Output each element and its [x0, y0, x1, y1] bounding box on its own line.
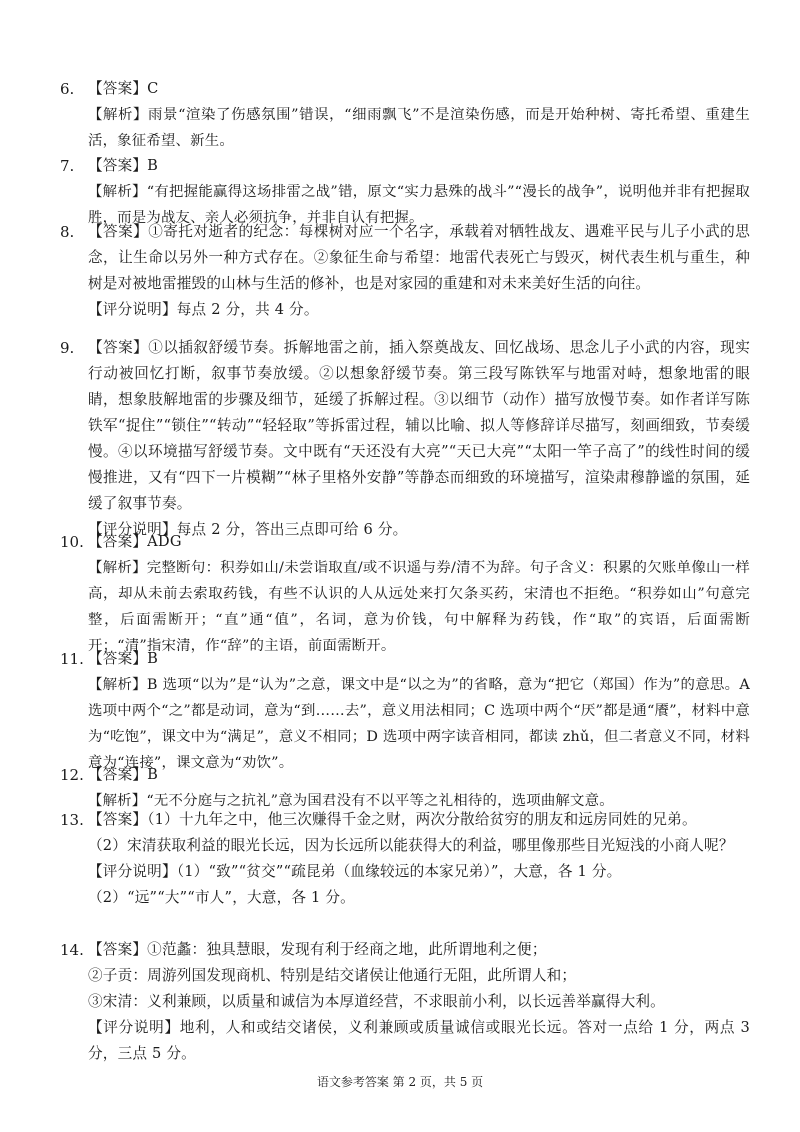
item-number: 14. — [60, 941, 84, 959]
answer-item-10 — [60, 529, 750, 659]
answer-line: 【答案】B — [88, 650, 159, 667]
answer-line: 【答案】B — [88, 766, 159, 783]
item-number: 8. — [60, 223, 75, 241]
answer-text: 【答案】①范蠡：独具慧眼，发现有利于经商之地，此所谓地利之便； — [88, 941, 547, 958]
scoring-note: 【评分说明】地利，人和或结交诸侯，义利兼顾或质量诚信或眼光长远。答对一点给 1 分，两点 3 分，三点 5 分。 — [88, 1019, 750, 1062]
scoring-note: 【评分说明】每点 2 分，共 4 分。 — [88, 301, 319, 318]
answer-text: ②子贡：周游列国发现商机、特别是结交诸侯让他通行无阻，此所谓人和； — [88, 967, 577, 984]
answer-item-8 — [60, 219, 750, 323]
answer-text: （2）宋清获取利益的眼光长远，因为长远所以能获得大的利益，哪里像那些目光短浅的小商人呢？ — [88, 837, 734, 854]
answer-item-6 — [60, 76, 750, 154]
answer-item-11 — [60, 646, 750, 776]
answer-line: 【答案】ADG — [88, 533, 182, 550]
explanation-text: 【解析】“有把握能赢得这场排雷之战”错，原文“实力悬殊的战斗”“漫长的战争”，说明他并非有把握取胜，而是为战友、亲人必须抗争，并非自认有把握。 — [88, 184, 750, 226]
item-number: 12. — [60, 766, 84, 784]
item-number: 13. — [60, 811, 84, 829]
answer-text: 【答案】①寄托对逝者的纪念：每棵树对应一个名字，承载着对牺牲战友、遇难平民与儿子小武的思念，让生命以另外一种方式存在。②象征生命与希望：地雷代表死亡与毁灭，树代表生机与重生，种树是对被地雷摧毁的山林与生活的修补，也是对家园的重建和对未来美好生活的向往。 — [88, 223, 750, 292]
explanation-text: 【解析】“无不分庭与之抗礼”意为国君没有不以平等之礼相待的，选项曲解文意。 — [88, 793, 614, 809]
page-footer: 语文参考答案 第 2 页，共 5 页 — [316, 1075, 484, 1089]
item-number: 9. — [60, 339, 75, 357]
answer-item-9 — [60, 335, 750, 543]
answer-item-14 — [60, 937, 750, 1067]
answer-line: 【答案】C — [88, 80, 159, 97]
answer-line: 【答案】B — [88, 157, 159, 174]
answer-text: 【答案】①以插叙舒缓节奏。拆解地雷之前，插入祭奠战友、回忆战场、思念儿子小武的内容，现实行动被回忆打断，叙事节奏放缓。②以想象舒缓节奏。第三段写陈铁军与地雷对峙，想象地雷的眼睛，想象肢解地雷的步骤及细节，延缓了拆解过程。③以细节（动作）描写放慢节奏。如作者详写陈铁军“捉住”“锁住”“转动”“轻轻取”等拆雷过程，辅以比喻、拟人等修辞详尽描写，刻画细致，节奏缓慢。④以环境描写舒缓节奏。文中既有“天还没有大亮”“天已大亮”“太阳一竿子高了”的线性时间的缓慢推进，又有“四下一片模糊”“林子里格外安静”等静态而细致的环境描写，渲染肃穆静谧的氛围，延缓了叙事节奏。 — [88, 339, 750, 512]
scoring-note: 【评分说明】（1）“致”“贫交”“疏昆弟（血缘较远的本家兄弟）”，大意，各 1 分。 — [88, 863, 622, 880]
item-number: 10. — [60, 533, 84, 551]
answer-item-13 — [60, 807, 750, 911]
explanation-text: 【解析】完整断句：积券如山/未尝诣取直/或不识遥与券/清不为辞。句子含义：积累的欠账单像山一样高，却从未前去索取药钱，有些不认识的人从远处来打欠条买药，宋清也不拒绝。“积券如山”句意完整，后面需断开；“直”通“值”，名词，意为价钱，句中解释为药钱，作“取”的宾语，后面需断开；“清”指宋清，作“辞”的主语，前面需断开。 — [88, 560, 750, 654]
scoring-note: （2）“远”“大”“市人”，大意，各 1 分。 — [88, 889, 355, 906]
explanation-text: 【解析】B 选项“以为”是“认为”之意，课文中是“以之为”的省略，意为“把它（郑国）作为”的意思。A 选项中两个“之”都是动词，意为“到……去”，意义用法相同；C 选项中两个“厌”都是通“餍”，材料中意为“吃饱”，课文中为“满足”，意义不相同；D 选项中两字读音相同，都读 zhǔ，但二者意义不同，材料意为“连接”，课文意为“劝饮”。 — [88, 677, 750, 771]
answer-text: 【答案】（1）十九年之中，他三次赚得千金之财，两次分散给贫穷的朋友和远房同姓的兄弟。 — [88, 811, 697, 828]
explanation-text: 【解析】雨景“渲染了伤感氛围”错误，“细雨飘飞”不是渲染伤感，而是开始种树、寄托希望、重建生活，象征希望、新生。 — [88, 107, 750, 149]
item-number: 6. — [60, 80, 75, 98]
item-number: 7. — [60, 157, 75, 175]
scoring-note: 【评分说明】每点 2 分，答出三点即可给 6 分。 — [88, 521, 408, 538]
item-number: 11. — [60, 650, 84, 668]
answer-text: ③宋清：义利兼顾，以质量和诚信为本厚道经营，不求眼前小利，以长远善举赢得大利。 — [88, 993, 665, 1010]
